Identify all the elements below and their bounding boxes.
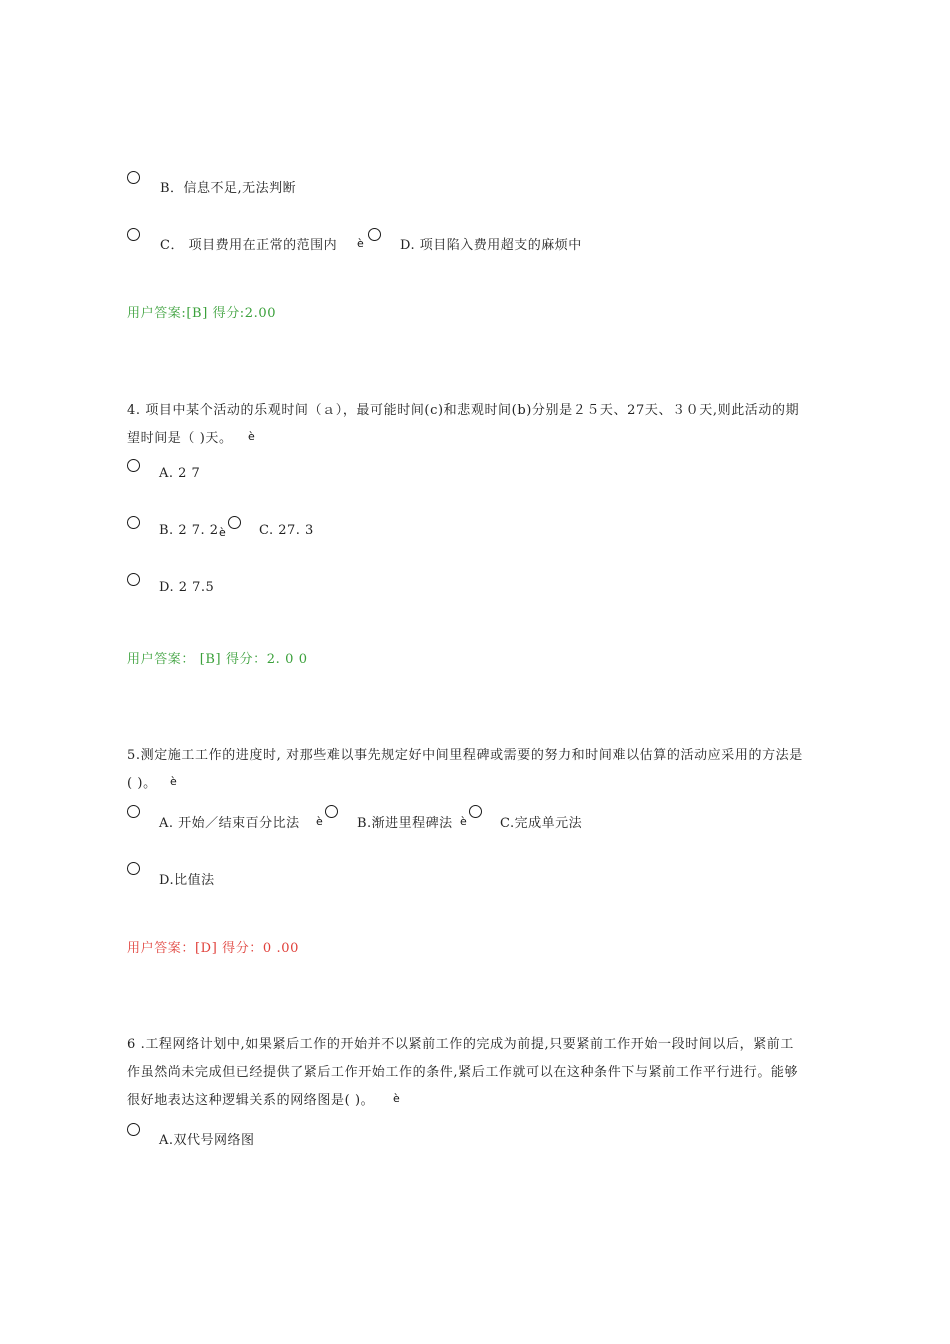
q4-option-c-label: C. 27. 3 — [259, 523, 314, 538]
radio-q6-option-a[interactable] — [127, 1123, 140, 1136]
radio-q5-option-a[interactable] — [127, 805, 140, 818]
paragraph-mark-icon: ѐ — [460, 815, 467, 828]
radio-q5-option-b[interactable] — [325, 805, 338, 818]
q5-stem-line1: 5.测定施工工作的进度时, 对那些难以事先规定好中间里程碑或需要的努力和时间难以估算的活动应采用的方法是 — [127, 748, 803, 763]
q5-option-d-label: D.比值法 — [159, 873, 215, 888]
q6-stem-line1: 6 .工程网络计划中,如果紧后工作的开始并不以紧前工作的完成为前提,只要紧前工作开始一段时间以后，紧前工 — [127, 1037, 795, 1052]
q5-option-b-label: B.渐进里程碑法 — [357, 816, 453, 831]
q6-stem-line2: 作虽然尚未完成但已经提供了紧后工作开始工作的条件,紧后工作就可以在这种条件下与紧前工作平行进行。能够 — [127, 1065, 799, 1080]
radio-q3-option-b[interactable] — [127, 171, 140, 184]
radio-q4-option-c[interactable] — [228, 516, 241, 529]
q5-option-a-label: A. 开始／结束百分比法 — [159, 816, 300, 831]
q3-option-d-label: D. 项目陷入费用超支的麻烦中 — [400, 238, 582, 253]
paragraph-mark-icon: ѐ — [357, 237, 364, 250]
paragraph-mark-icon: ѐ — [170, 775, 177, 788]
paragraph-mark-icon: ѐ — [219, 526, 226, 539]
q3-option-b-label: B．信息不足,无法判断 — [160, 181, 297, 196]
q5-stem-line2: ( )。 — [127, 776, 157, 791]
q6-stem-line3: 很好地表达这种逻辑关系的网络图是( )。 — [127, 1093, 375, 1108]
radio-q4-option-a[interactable] — [127, 459, 140, 472]
radio-q5-option-c[interactable] — [469, 805, 482, 818]
q4-stem-line2: 望时间是（ )天。 — [127, 431, 233, 446]
radio-q3-option-d[interactable] — [368, 228, 381, 241]
radio-q4-option-b[interactable] — [127, 516, 140, 529]
q3-option-c-label: C． 项目费用在正常的范围内 — [160, 238, 338, 253]
paragraph-mark-icon: ѐ — [248, 430, 255, 443]
radio-q4-option-d[interactable] — [127, 573, 140, 586]
q3-user-answer: 用户答案:[B] 得分:2.00 — [127, 306, 277, 321]
q6-option-a-label: A.双代号网络图 — [159, 1133, 255, 1148]
radio-q5-option-d[interactable] — [127, 862, 140, 875]
radio-q3-option-c[interactable] — [127, 228, 140, 241]
q5-option-c-label: C.完成单元法 — [500, 816, 583, 831]
q4-user-answer: 用户答案： [B] 得分：2. 0 0 — [127, 652, 308, 667]
q4-option-b-label: B. 2 7. 2 — [159, 523, 219, 538]
q5-user-answer: 用户答案：[D] 得分：0 .00 — [127, 941, 299, 956]
paragraph-mark-icon: ѐ — [316, 815, 323, 828]
q4-option-a-label: A. 2 7 — [159, 466, 201, 481]
q4-stem-line1: 4. 项目中某个活动的乐观时间（ａ），最可能时间(c)和悲观时间(b)分别是２５天、27天、３０天,则此活动的期 — [127, 403, 800, 418]
q4-option-d-label: D. 2 7.5 — [159, 580, 215, 595]
paragraph-mark-icon: ѐ — [393, 1092, 400, 1105]
